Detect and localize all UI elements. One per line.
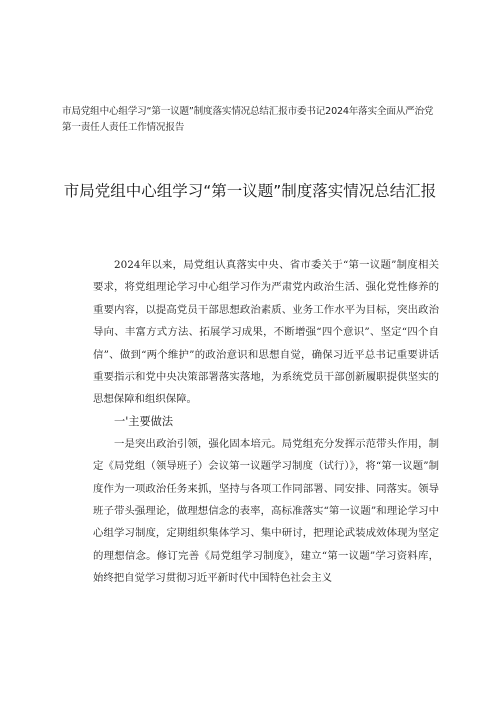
document-title: 市局党组中心组学习“第一议题”制度落实情况总结汇报 [63,182,437,200]
intro-paragraph: 2024年以来，局党组认真落实中央、省市委关于“第一议题”制度相关要求，将党组理论学习中心组学习作为严肃党内政治生活、强化党性修养的重要内容，以提高党员干部思想政治素质、业务工作水平为目标，突出政治导向、丰富方式方法、拓展学习成果，不断增强“四个意识”、坚定“四个自信”、做到“两个维护”的政治意识和思想自觉，确保习近平总书记重要讲话重要指示和党中央决策部署落实落地，为系统党员干部创新履职提供坚实的思想保障和组织保障。 [93,259,439,406]
document-body [93,254,439,590]
section-heading: 一'主要做法 [114,414,174,428]
section-paragraph: 一是突出政治引领，强化固本培元。局党组充分发挥示范带头作用，制定《局党组（领导班子）会议第一议题学习制度（试行）》，将“第一议题”制度作为一项政治任务来抓，坚持与各项工作同部署、同安排、同落实。领导班子带头强理论，做理想信念的表率，高标准落实“第一议题”和理论学习中心组学习制度，定期组织集体学习、集中研讨，把理论武装成效体现为坚定的理想信念。修订完善《局党组学习制度》，建立“第一议题”学习资料库，始终把自觉学习贯彻习近平新时代中国特色社会主义 [93,437,439,585]
document-header: 市局党组中心组学习“第一议题”制度落实情况总结汇报市委书记2024年落实全面从严治党第一责任人责任工作情况报告 [62,106,434,133]
